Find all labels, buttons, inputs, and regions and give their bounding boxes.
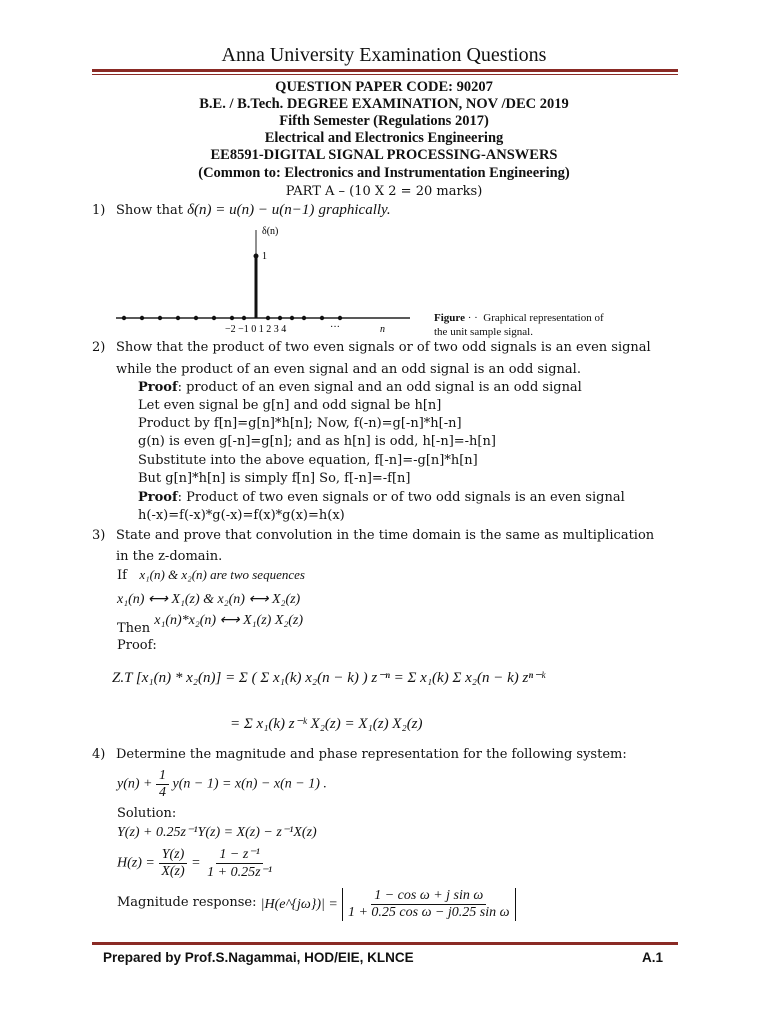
q4-magnitude (117, 888, 516, 921)
proof-label: Proof (138, 490, 178, 505)
caption-text: Graphical representation of (483, 312, 604, 324)
then-equation: x₁(n)*x₂(n) ⟷ X₁(z) X₂(z) (154, 613, 304, 628)
q1-suffix: graphically. (318, 202, 391, 218)
proof-label: Proof (138, 380, 178, 395)
q1-equation: δ(n) = u(n) − u(n−1) (187, 202, 315, 218)
fig-ylabel: δ(n) (262, 226, 279, 237)
footer-rule (92, 942, 678, 945)
q2-line-5: But g[n]*h[n] is simply f[n] So, f[-n]=-f[n] (138, 471, 411, 486)
caption-num: · · (467, 312, 478, 324)
h-fraction-2 (204, 846, 275, 881)
frac-bottom: 1 + 0.25 cos ω − j0.25 sin ω (347, 905, 510, 920)
paper-department: Electrical and Electronics Engineering (264, 130, 504, 146)
header-rule-thin (92, 74, 678, 75)
question-4 (92, 745, 692, 764)
figure-caption (434, 311, 604, 339)
caption-text-2: the unit sample signal. (434, 326, 533, 338)
frac-bottom: 1 + 0.25z⁻¹ (207, 865, 273, 880)
q4-system (117, 768, 327, 801)
q2-proof-1 (138, 380, 582, 395)
paper-code: QUESTION PAPER CODE: 90207 (275, 79, 493, 95)
q4-step-1: Y(z) + 0.25z⁻¹Y(z) = X(z) − z⁻¹X(z) (117, 825, 317, 840)
caption-label: Figure (434, 312, 465, 324)
q4-solution: Solution: (117, 806, 177, 821)
if-equation: x₁(n) & x₂(n) are two sequences (139, 567, 305, 582)
q4-text-1: Determine the magnitude and phase representation for the following system: (116, 747, 627, 762)
q2-proof-2 (138, 490, 625, 505)
if-label: If (117, 568, 127, 583)
footer-prepared-by: Prepared by Prof.S.Nagammai, HOD/EIE, KLNCE (103, 950, 414, 965)
frac-bottom: 4 (159, 785, 166, 800)
h-fraction-1 (158, 847, 187, 880)
paper-course: EE8591-DIGITAL SIGNAL PROCESSING-ANSWERS (210, 147, 558, 163)
q2-text-1: Show that the product of two even signals or of two odd signals is an even signal (116, 340, 651, 355)
question-3 (92, 526, 692, 566)
sys-part-b: y(n − 1) = x(n) − x(n − 1) . (172, 776, 327, 792)
proof-text: : product of an even signal and an odd signal is an odd signal (177, 380, 582, 395)
question-number: 1) (92, 203, 106, 218)
frac-top: 1 − z⁻¹ (216, 846, 262, 864)
fig-xlabel: n (380, 324, 385, 334)
page-header-title: Anna University Examination Questions (221, 44, 547, 66)
q1-prefix: Show that (116, 203, 183, 218)
page-number: A.1 (642, 950, 664, 965)
proof-text: : Product of two even signals or of two odd signals is an even signal (177, 490, 625, 505)
fig-ticks: −2 −1 0 1 2 3 4 (225, 324, 287, 334)
q3-then (117, 613, 304, 637)
frac-top: 1 − cos ω + j sin ω (371, 888, 486, 905)
q3-pair: x₁(n) ⟷ X₁(z) & x₂(n) ⟷ X₂(z) (117, 592, 301, 607)
frac-top: 1 (156, 768, 169, 785)
q2-line-1: Let even signal be g[n] and odd signal be h[n] (138, 398, 442, 413)
q2-line-3: g(n) is even g[-n]=g[n]; and as h[n] is odd, h[-n]=-h[n] (138, 434, 496, 449)
then-label: Then (117, 621, 151, 636)
question-number: 3) (92, 528, 106, 543)
q3-proof: Proof: (117, 638, 157, 653)
q2-text-2: while the product of an even signal and an odd signal is an odd signal. (116, 362, 581, 377)
paper-common: (Common to: Electronics and Instrumentation Engineering) (198, 165, 570, 181)
question-number: 4) (92, 747, 106, 762)
q3-text-1: State and prove that convolution in the time domain is the same as multiplication (116, 528, 655, 543)
fig-dots: ··· (330, 322, 340, 333)
unit-sample-figure (112, 222, 422, 334)
q3-text-2: in the z-domain. (116, 549, 223, 564)
q3-equation-2: = Σ x₁(k) z⁻ᵏ X₂(z) = X₁(z) X₂(z) (230, 716, 423, 732)
sys-part-a: y(n) + (117, 776, 153, 792)
q2-line-6: h(-x)=f(-x)*g(-x)=f(x)*g(x)=h(x) (138, 508, 345, 523)
question-1 (92, 201, 692, 220)
paper-semester: Fifth Semester (Regulations 2017) (279, 113, 489, 129)
fig-peak: 1 (262, 251, 267, 262)
q3-if (117, 567, 305, 583)
paper-part: PART A – (10 X 2 = 20 marks) (285, 184, 483, 199)
q4-transfer-function (117, 846, 275, 881)
magnitude-fraction (342, 888, 516, 921)
q3-equation-1: Z.T [x₁(n) * x₂(n)] = Σ ( Σ x₁(k) x₂(n − k) ) z⁻ⁿ = Σ x₁(k) Σ x₂(n − k) zⁿ⁻ᵏ (112, 670, 546, 686)
h-lhs: H(z) = (117, 855, 155, 871)
header-rule (92, 69, 678, 72)
question-number: 2) (92, 340, 106, 355)
magnitude-label: Magnitude response: (117, 895, 257, 910)
h-equals: = (191, 855, 201, 871)
sys-fraction (156, 768, 169, 801)
question-2 (92, 338, 692, 379)
q2-line-4: Substitute into the above equation, f[-n]=-g[n]*h[n] (138, 453, 478, 468)
q2-line-2: Product by f[n]=g[n]*h[n]; Now, f(-n)=g[-n]*h[-n] (138, 416, 462, 431)
frac-top: Y(z) (159, 847, 188, 864)
frac-bottom: X(z) (161, 864, 185, 879)
paper-degree: B.E. / B.Tech. DEGREE EXAMINATION, NOV /DEC 2019 (199, 96, 569, 112)
magnitude-lhs: |H(e^{jω})| = (260, 897, 338, 912)
